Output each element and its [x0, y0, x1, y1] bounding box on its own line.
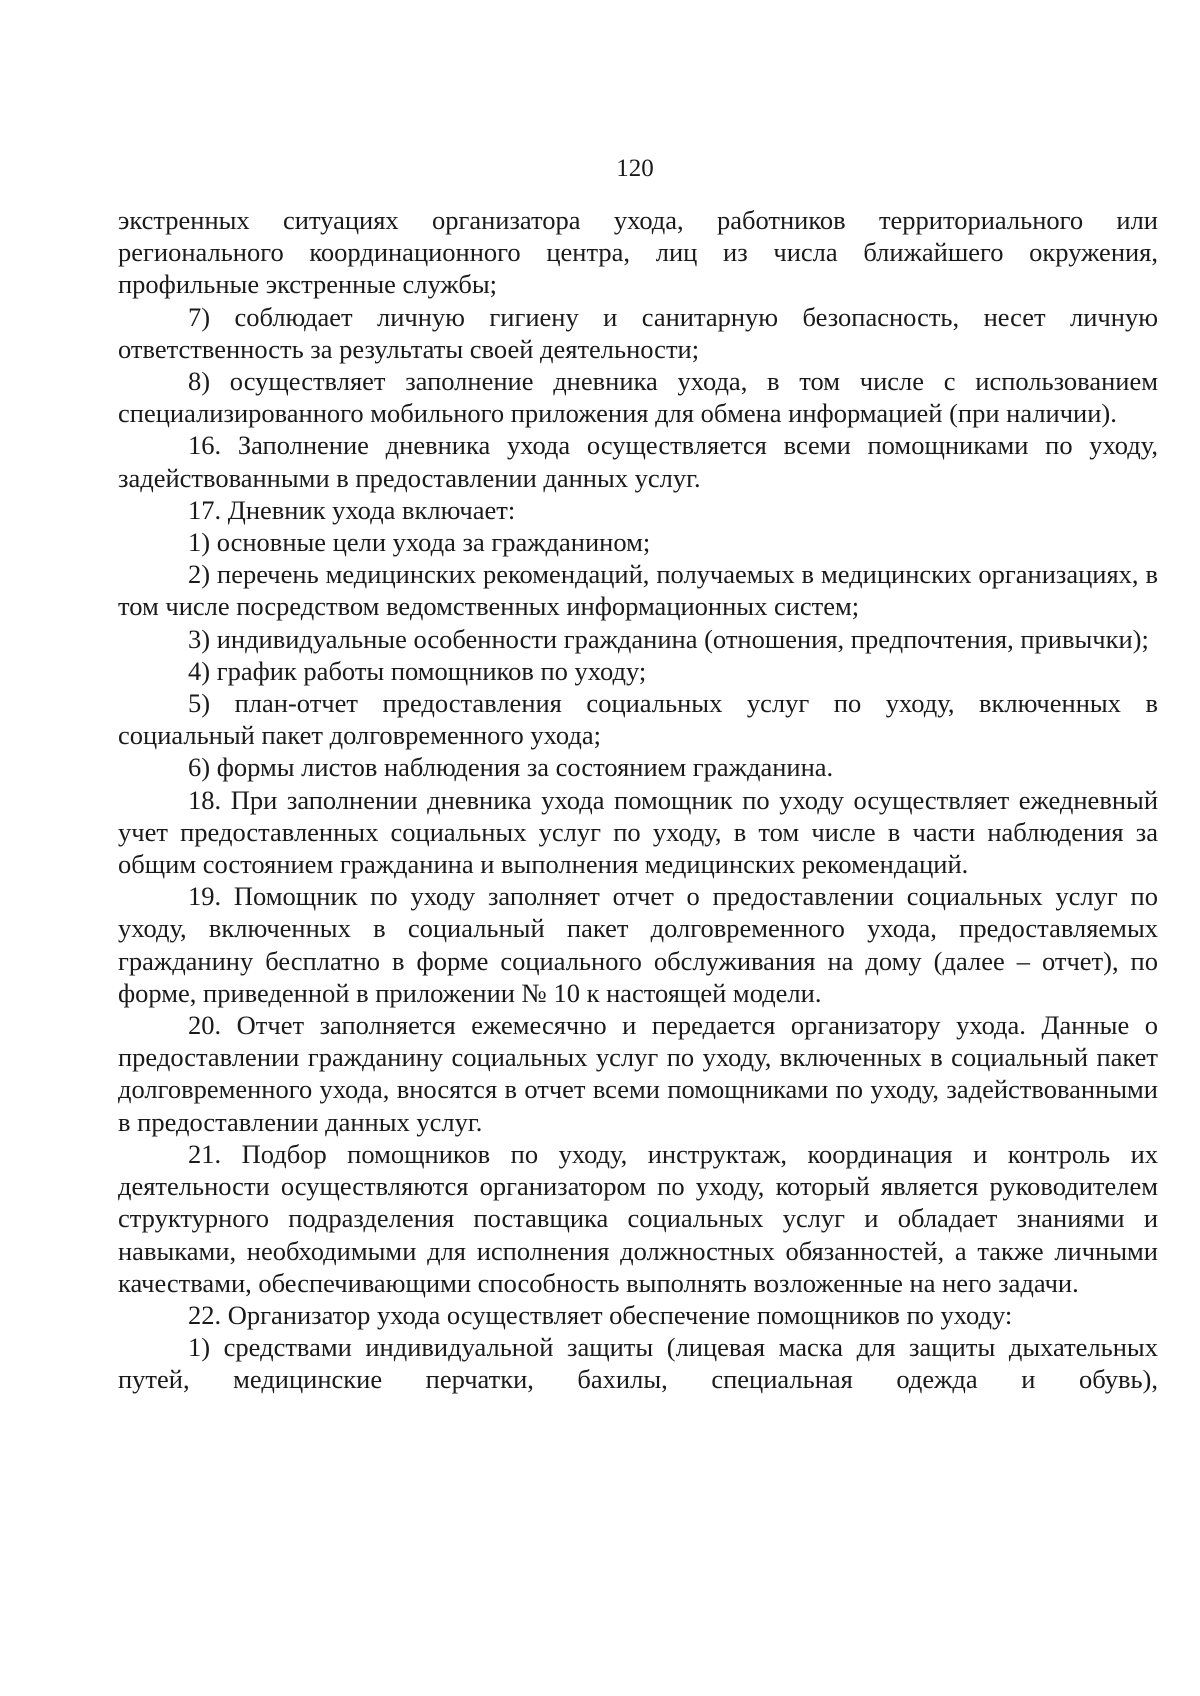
clause-19: 19. Помощник по уходу заполняет отчет о предоставлении социальных услуг по уходу, включенных в социальный пакет долговременного ухода, предоставляемых гражданину бесплатно в форме социального обслуживания на дому (далее – отчет), по форме, приведенной в приложении № 10 к настоящей модели.: [118, 881, 1158, 1008]
clause-21: 21. Подбор помощников по уходу, инструктаж, координация и контроль их деятельности осуществляются организатором по уходу, который является руководителем структурного подразделения поставщика социальных услуг и обладает знаниями и навыками, необходимыми для исполнения должностных обязанностей, а также личными качествами, обеспечивающими способность выполнять возложенные на него задачи.: [118, 1138, 1158, 1298]
clause-20: 20. Отчет заполняется ежемесячно и передается организатору ухода. Данные о предоставлении гражданину социальных услуг по уходу, включенных в социальный пакет долговременного ухода, вносятся в отчет всеми помощниками по уходу, задействованными в предоставлении данных услуг.: [118, 1010, 1158, 1137]
paragraph-continuation: экстренных ситуациях организатора ухода, работников территориального или регионального координационного центра, лиц из числа ближайшего окружения, профильные экстренные службы;: [118, 205, 1158, 300]
page-number: 120: [616, 155, 654, 182]
clause-17-item-1: 1) основные цели ухода за гражданином;: [188, 527, 651, 558]
clause-16: 16. Заполнение дневника ухода осуществляется всеми помощниками по уходу, задействованными в предоставлении данных услуг.: [118, 430, 1158, 493]
document-body: [118, 204, 1158, 1396]
clause-17-item-5: 5) план-отчет предоставления социальных услуг по уходу, включенных в социальный пакет долговременного ухода;: [118, 688, 1158, 751]
clause-17-item-3: 3) индивидуальные особенности гражданина (отношения, предпочтения, привычки);: [188, 623, 1149, 654]
clause-17-item-2: 2) перечень медицинских рекомендаций, получаемых в медицинских организациях, в том числе посредством ведомственных информационных систем;: [118, 559, 1158, 622]
clause-17-item-6: 6) формы листов наблюдения за состоянием гражданина.: [188, 752, 834, 783]
clause-17-item-4: 4) график работы помощников по уходу;: [188, 655, 647, 686]
clause-17: 17. Дневник ухода включает:: [188, 494, 516, 525]
clause-18: 18. При заполнении дневника ухода помощник по уходу осуществляет ежедневный учет предоставленных социальных услуг по уходу, в том числе в части наблюдения за общим состоянием гражданина и выполнения медицинских рекомендаций.: [118, 784, 1158, 880]
clause-22-item-1: 1) средствами индивидуальной защиты (лицевая маска для защиты дыхательных путей, медицинские перчатки, бахилы, специальная одежда и обувь),: [118, 1332, 1158, 1395]
clause-22: 22. Организатор ухода осуществляет обеспечение помощников по уходу:: [188, 1299, 1013, 1330]
list-item-8: 8) осуществляет заполнение дневника ухода, в том числе с использованием специализированного мобильного приложения для обмена информацией (при наличии).: [118, 366, 1158, 429]
list-item-7: 7) соблюдает личную гигиену и санитарную безопасность, несет личную ответственность за результаты своей деятельности;: [118, 301, 1158, 364]
